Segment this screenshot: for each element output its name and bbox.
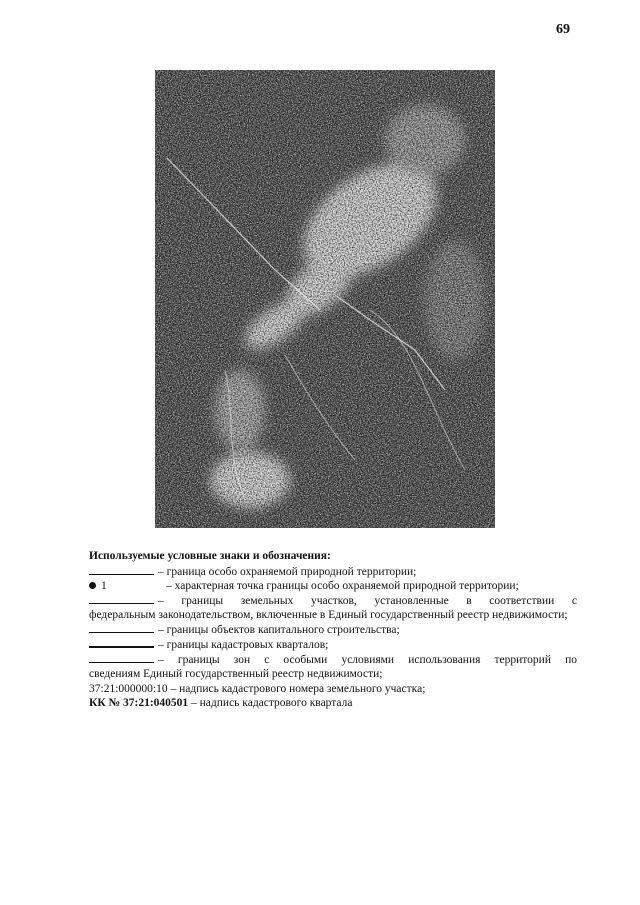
solid-line-symbol	[89, 623, 154, 633]
legend-symbol: 1	[89, 579, 154, 594]
legend-item-text: – надпись кадастрового номера земельного участка;	[170, 682, 426, 695]
legend-item-special-zones	[89, 653, 577, 682]
legend-item-cadastral-quarter-label	[89, 696, 577, 711]
legend-item-land-plots	[89, 594, 577, 623]
point-dot-icon	[89, 582, 96, 589]
legend-item-text-cont: федеральным законодательством, включенные в Единый государственный реестр недвижимости;	[89, 609, 568, 621]
satellite-map-image	[155, 70, 495, 528]
legend-item-text: – границы земельных участков, установленные в соответствии с	[158, 594, 577, 607]
legend-item-capital-objects	[89, 623, 577, 638]
legend-item-text: – границы зон с особыми условиями использования территорий по	[158, 653, 577, 666]
legend-item-label: КК № 37:21:040501	[89, 697, 189, 709]
legend-item-text: – границы кадастровых кварталов;	[158, 639, 329, 651]
legend-item-cadastral-quarters	[89, 637, 577, 653]
solid-line-symbol	[89, 594, 154, 604]
legend	[89, 549, 577, 711]
solid-line-symbol	[89, 565, 154, 575]
legend-item-label: 37:21:000000:10	[89, 682, 168, 695]
page-number: 69	[556, 22, 570, 37]
legend-item-text: – характерная точка границы особо охраняемой природной территории;	[166, 580, 519, 592]
legend-item-text-cont: сведениям Единый государственный реестр недвижимости;	[89, 668, 383, 680]
legend-item-text: – границы объектов капитального строительства;	[158, 623, 400, 636]
solid-line-symbol	[89, 653, 154, 663]
legend-item-characteristic-point	[89, 579, 577, 594]
solid-line-symbol	[89, 637, 154, 648]
legend-item-text: – надпись кадастрового квартала	[191, 697, 353, 709]
legend-title: Используемые условные знаки и обозначения:	[89, 550, 331, 562]
legend-item-land-plot-number	[89, 682, 577, 697]
legend-item-oopt-boundary	[89, 565, 577, 580]
legend-item-text: – граница особо охраняемой природной территории;	[158, 565, 417, 578]
